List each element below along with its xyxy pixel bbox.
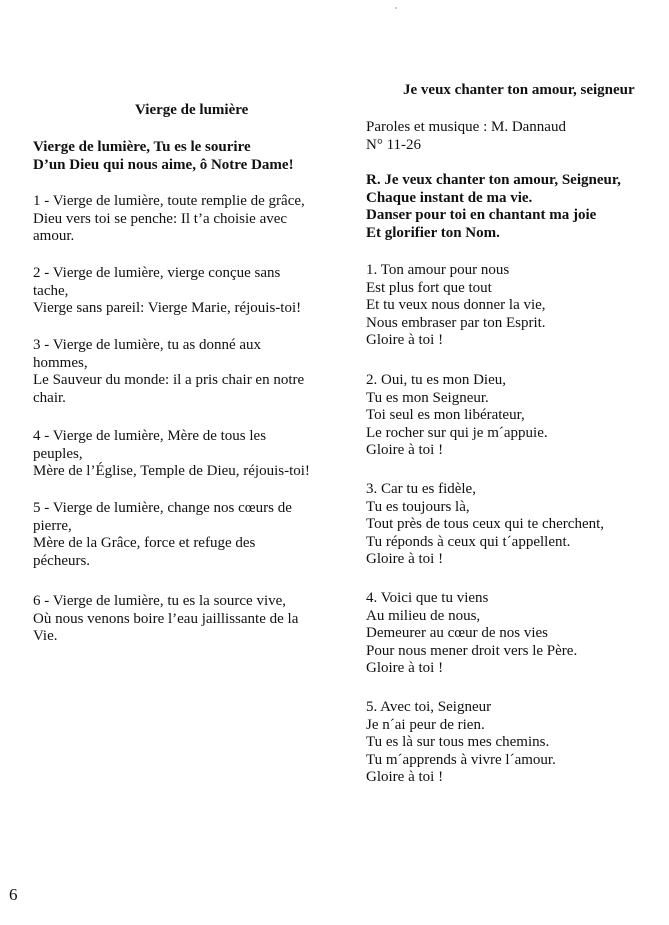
right-song-title: Je veux chanter ton amour, seigneur xyxy=(403,82,635,98)
right-verse-2: 2. Oui, tu es mon Dieu, Tu es mon Seigneur. Toi seul es mon libérateur, Le rocher sur qui je m´appuie. Gloire à toi ! xyxy=(366,372,548,458)
right-verse-4: 4. Voici que tu viens Au milieu de nous, Demeurer au cœur de nos vies Pour nous mener droit vers le Père. Gloire à toi ! xyxy=(366,590,578,676)
right-song-refrain: R. Je veux chanter ton amour, Seigneur, Chaque instant de ma vie. Danser pour toi en chantant ma joie Et glorifier ton Nom. xyxy=(366,172,621,241)
left-verse-6: 6 - Vierge de lumière, tu es la source vive, Où nous venons boire l’eau jaillissante de la Vie. xyxy=(33,593,299,644)
scan-speck xyxy=(395,7,397,9)
left-verse-3: 3 - Vierge de lumière, tu as donné aux hommes, Le Sauveur du monde: il a pris chair en notre chair. xyxy=(33,337,305,406)
right-verse-3: 3. Car tu es fidèle, Tu es toujours là, Tout près de tous ceux qui te cherchent, Tu réponds à ceux qui t´appellent. Gloire à toi ! xyxy=(366,481,605,567)
right-song-credits: Paroles et musique : M. Dannaud N° 11-26 xyxy=(366,119,566,153)
left-verse-4: 4 - Vierge de lumière, Mère de tous les peuples, Mère de l’Église, Temple de Dieu, réjouis-toi! xyxy=(33,428,310,479)
right-verse-1: 1. Ton amour pour nous Est plus fort que tout Et tu veux nous donner la vie, Nous embraser par ton Esprit. Gloire à toi ! xyxy=(366,262,546,348)
left-song-title: Vierge de lumière xyxy=(135,102,249,118)
left-verse-2: 2 - Vierge de lumière, vierge conçue sans tache, Vierge sans pareil: Vierge Marie, réjouis-toi! xyxy=(33,265,302,316)
right-verse-5: 5. Avec toi, Seigneur Je n´ai peur de rien. Tu es là sur tous mes chemins. Tu m´apprends à vivre l´amour. Gloire à toi ! xyxy=(366,699,556,785)
left-verse-1: 1 - Vierge de lumière, toute remplie de grâce, Dieu vers toi se penche: Il t’a choisie avec amour. xyxy=(33,193,305,244)
page-number: 6 xyxy=(9,885,18,904)
left-verse-5: 5 - Vierge de lumière, change nos cœurs de pierre, Mère de la Grâce, force et refuge des pécheurs. xyxy=(33,500,292,569)
left-song-refrain: Vierge de lumière, Tu es le sourire D’un Dieu qui nous aime, ô Notre Dame! xyxy=(33,139,294,173)
